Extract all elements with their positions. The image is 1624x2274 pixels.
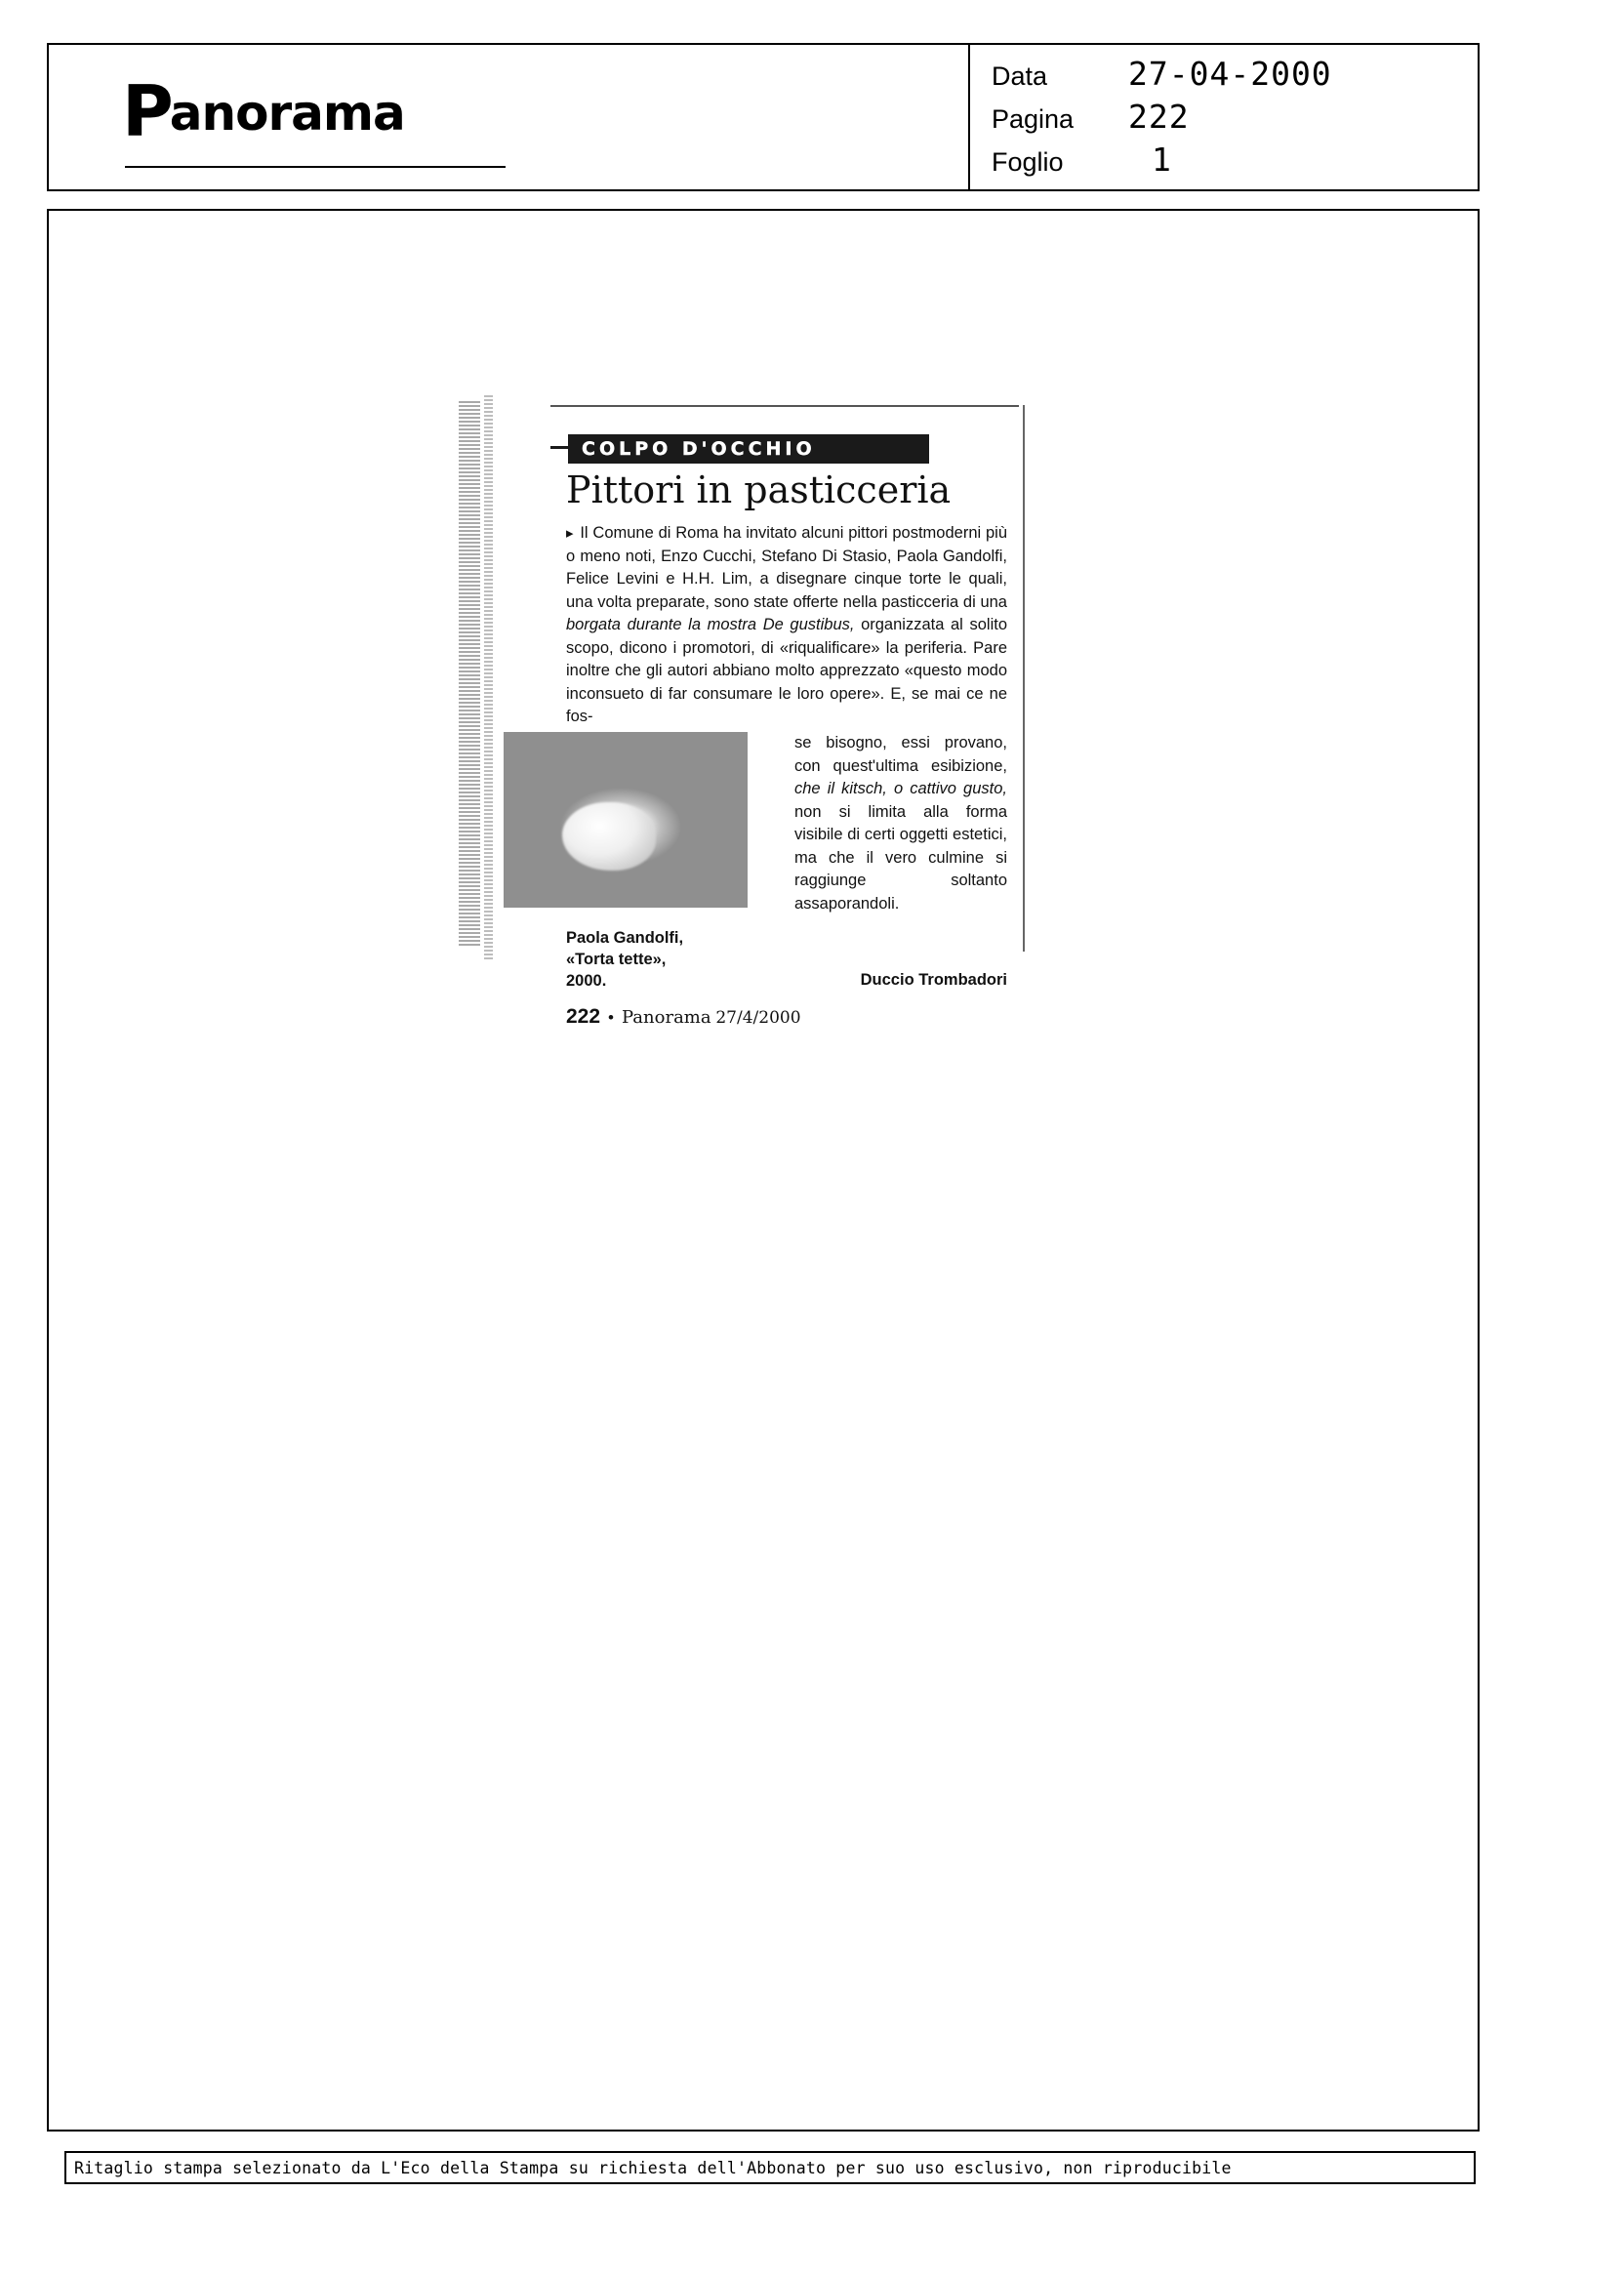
section-kicker-label: COLPO D'OCCHIO — [582, 438, 816, 460]
meta-value-pagina: 222 — [1128, 98, 1190, 136]
folio-source: Panorama — [622, 1007, 711, 1028]
article-body-top — [566, 522, 1007, 729]
meta-value-foglio: 1 — [1152, 141, 1172, 179]
section-kicker — [568, 434, 929, 464]
meta-row-data — [992, 55, 1478, 98]
clipping-torn-edge-secondary — [484, 395, 493, 961]
article-body-right-italic: che il kitsch, o cattivo gusto, — [794, 780, 1007, 797]
meta-value-data: 27-04-2000 — [1128, 55, 1332, 93]
newspaper-clipping — [459, 395, 1044, 1028]
page-folio — [566, 1005, 801, 1029]
article-headline: Pittori in pasticceria — [566, 468, 952, 511]
meta-row-foglio — [992, 141, 1478, 183]
folio-date: 27/4/2000 — [715, 1008, 801, 1028]
clipping-inner — [550, 395, 1035, 1028]
article-body-top-part2: organizzata al solito scopo, dicono i promotori, di «riqualificare» la periferia. Pare inoltre che gli autori abbiano molto apprezzato «questo modo inconsueto di far consumare le loro opere». E, se mai ce ne fos- — [566, 616, 1007, 725]
photo-caption-line-3: 2000. — [566, 972, 607, 990]
article-body-top-part1: Il Comune di Roma ha invitato alcuni pittori postmoderni più o meno noti, Enzo Cucchi, Stefano Di Stasio, Paola Gandolfi, Felice Levini e H.H. Lim, a disegnare cinque torte le quali, una volta preparate, sono state offerte nella pasticceria di una — [566, 524, 1007, 611]
document-footer — [64, 2151, 1476, 2184]
paragraph-bullet-icon: ▸ — [566, 525, 576, 542]
meta-label-data: Data — [992, 61, 1048, 91]
artwork-photo — [504, 732, 748, 908]
clipping-top-rule — [550, 405, 1019, 407]
metadata-area — [970, 45, 1478, 189]
meta-row-pagina — [992, 98, 1478, 141]
meta-label-foglio: Foglio — [992, 147, 1064, 177]
kicker-dash-decoration — [550, 446, 568, 449]
article-body-right — [794, 732, 1007, 915]
article-byline: Duccio Trombadori — [860, 971, 1007, 989]
article-body-right-part2: non si limita alla forma visibile di certi oggetti estetici, ma che il vero culmine si raggiunge soltanto assaporandoli. — [794, 802, 1007, 913]
clipping-right-rule — [1023, 405, 1025, 952]
masthead-rest: anorama — [169, 85, 405, 142]
masthead-underline — [125, 166, 506, 168]
folio-separator-dot: • — [608, 1008, 614, 1027]
masthead-area — [49, 45, 970, 189]
article-body-right-part1: se bisogno, essi provano, con quest'ultima esibizione, — [794, 734, 1007, 775]
photo-caption — [566, 927, 683, 992]
clipping-torn-edge — [459, 401, 480, 948]
photo-caption-line-2: «Torta tette», — [566, 951, 667, 968]
footer-notice: Ritaglio stampa selezionato da L'Eco della Stampa su richiesta dell'Abbonato per suo uso esclusivo, non riproducibile — [74, 2158, 1232, 2177]
meta-label-pagina: Pagina — [992, 104, 1075, 134]
folio-page-number: 222 — [566, 1005, 601, 1028]
publication-masthead — [122, 70, 405, 152]
article-body-top-italic: borgata durante la mostra De gustibus, — [566, 616, 855, 633]
photo-caption-line-1: Paola Gandolfi, — [566, 929, 684, 947]
masthead-capital: P — [122, 70, 170, 152]
document-header — [47, 43, 1480, 191]
